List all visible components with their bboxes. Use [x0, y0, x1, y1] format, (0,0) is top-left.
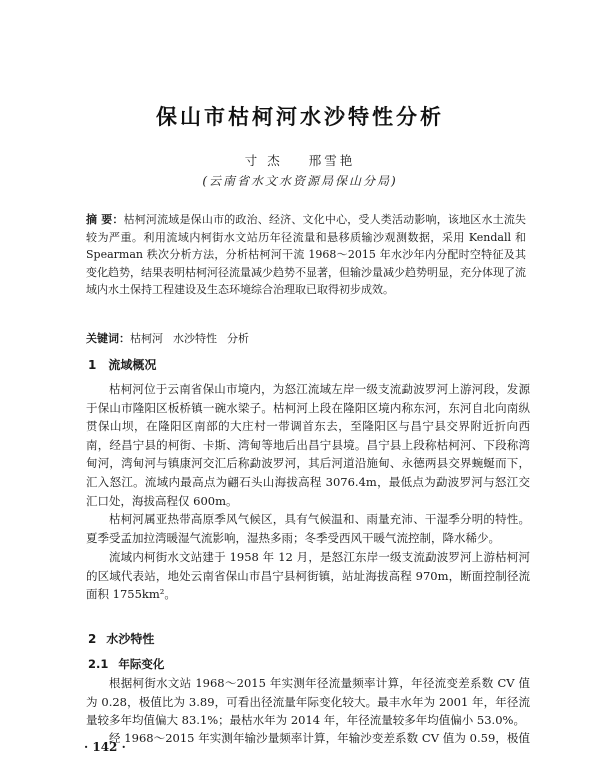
body-paragraph: 根据柯街水文站 1968～2015 年实测年径流量频率计算，年径流变差系数 CV 值为 0.28，极值比为 3.89，可看出径流量年际变化较大。最丰水年为 2001 年，年径流量较多年均值偏大 83.1%；最枯水年为 2014 年，年径流量较多年均值偏小 53.0%。 — [86, 676, 530, 728]
section-number: 2 — [88, 632, 97, 646]
keywords-label: 关键词： — [86, 332, 130, 345]
page-number: · 142 · — [84, 740, 126, 754]
author-affiliation: (云南省水文水资源局保山分局) — [202, 174, 398, 188]
section-title: 水沙特性 — [106, 632, 155, 646]
body-paragraph: 经 1968～2015 年实测年输沙量频率计算，年输沙变差系数 CV 值为 0.59，极值 — [109, 731, 530, 745]
abstract-text: 枯柯河流域是保山市的政治、经济、文化中心，受人类活动影响，该地区水土流失较为严重。利用流域内柯街水文站历年径流量和悬移质输沙观测数据，采用 Kendall 和 Spearman 秩次分析方法，分析枯柯河干流 1968～2015 年水沙年内分配时空特征及其变化趋势，结果表明枯柯河径流量减少趋势不显著，但输沙量减少趋势明显，充分体现了流域内水土保持工程建设及生态环境综合治理取已取得初步成效。 — [86, 213, 526, 296]
section-number: 1 — [88, 358, 97, 372]
section-heading — [88, 356, 156, 373]
body-paragraph: 流域内柯街水文站建于 1958 年 12 月，是怒江东岸一级支流勐波罗河上游枯柯河的区域代表站，地处云南省保山市昌宁县柯街镇，站址海拔高程 970m，断面控制径流面积 1755km²。 — [86, 550, 530, 602]
body-paragraph: 枯柯河属亚热带高原季风气候区，具有气候温和、雨量充沛、干湿季分明的特性。夏季受孟加拉湾暖湿气流影响，湿热多雨；冬季受西风干暖气流控制，降水稀少。 — [86, 512, 530, 545]
author-list — [0, 151, 600, 169]
author-name: 寸 杰 — [244, 153, 283, 168]
author-name: 邢雪艳 — [308, 153, 356, 168]
keyword: 分析 — [227, 332, 249, 345]
subsection-number: 2.1 — [88, 657, 109, 671]
body-paragraph: 枯柯河位于云南省保山市境内，为怒江流域左岸一级支流勐波罗河上游河段，发源于保山市隆阳区板桥镇一碗水梁子。枯柯河上段在隆阳区境内称东河，东河自北向南纵贯保山坝，在隆阳区南部的大庄村一带调首东去，至隆阳区与昌宁县交界附近折向西南，经昌宁县的柯街、卡斯、湾甸等地后出昌宁县境。昌宁县上段称枯柯河、下段称湾甸河，湾甸河与镇康河交汇后称勐波罗河，其后河道沿施甸、永德两县交界蜿蜒而下，汇入怒江。流域内最高点为翩石头山海拔高程 3076.4m，最低点为勐波罗河与怒江交汇口处，海拔高程仅 600m。 — [86, 382, 530, 508]
abstract — [86, 211, 526, 299]
section-title: 流域概况 — [108, 358, 157, 372]
abstract-label: 摘 要： — [86, 213, 124, 226]
subsection-heading — [88, 656, 164, 672]
paper-title: 保山市枯柯河水沙特性分析 — [156, 105, 444, 129]
keywords — [86, 330, 526, 347]
subsection-title: 年际变化 — [118, 657, 165, 671]
section-heading — [88, 630, 154, 647]
keyword: 枯柯河 — [130, 332, 163, 345]
keyword: 水沙特性 — [173, 332, 217, 345]
